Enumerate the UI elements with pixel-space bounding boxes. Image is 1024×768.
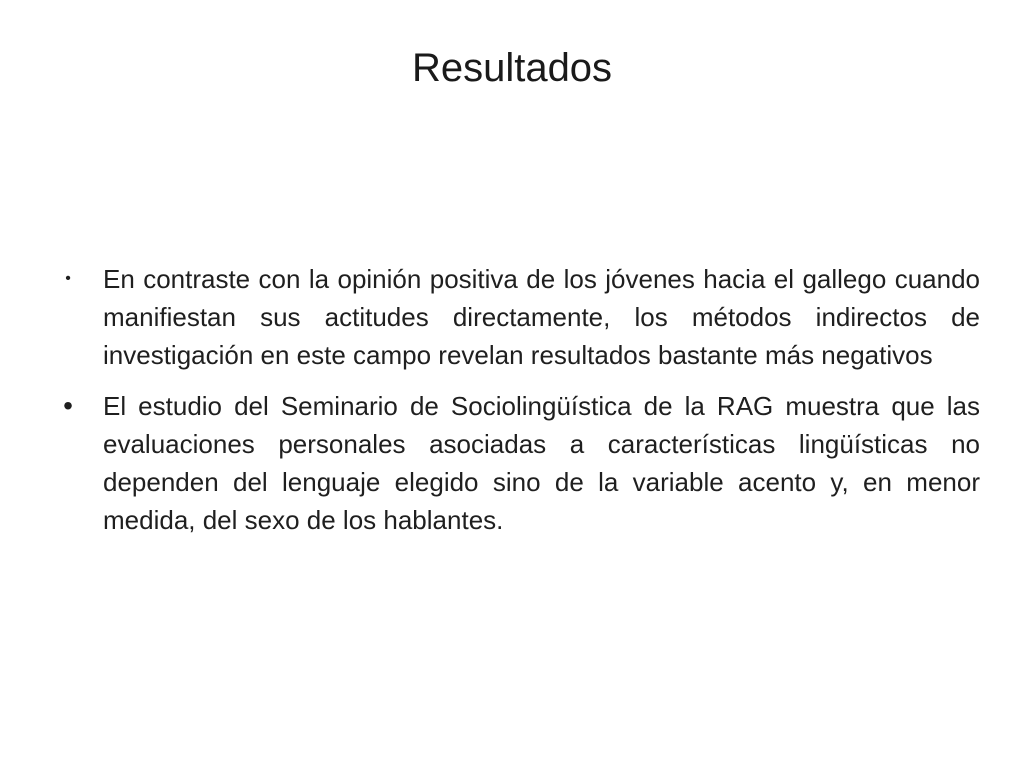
bullet-marker: • — [65, 270, 71, 287]
slide-title: Resultados — [411, 46, 613, 90]
bullet-marker: • — [63, 390, 73, 421]
bullet-item — [58, 387, 980, 539]
bullet-item — [58, 260, 980, 374]
bullet-text: El estudio del Seminario de Sociolingüística de la RAG muestra que las evaluaciones personales asociadas a características lingüísticas no dependen del lenguaje elegido sino de la variable acento y, en menor medida, del sexo de los hablantes. — [103, 391, 980, 535]
bullet-list — [58, 260, 980, 539]
bullet-text: En contraste con la opinión positiva de los jóvenes hacia el gallego cuando manifiestan sus actitudes directamente, los métodos indirectos de investigación en este campo revelan resultados bastante más negativos — [103, 264, 980, 370]
